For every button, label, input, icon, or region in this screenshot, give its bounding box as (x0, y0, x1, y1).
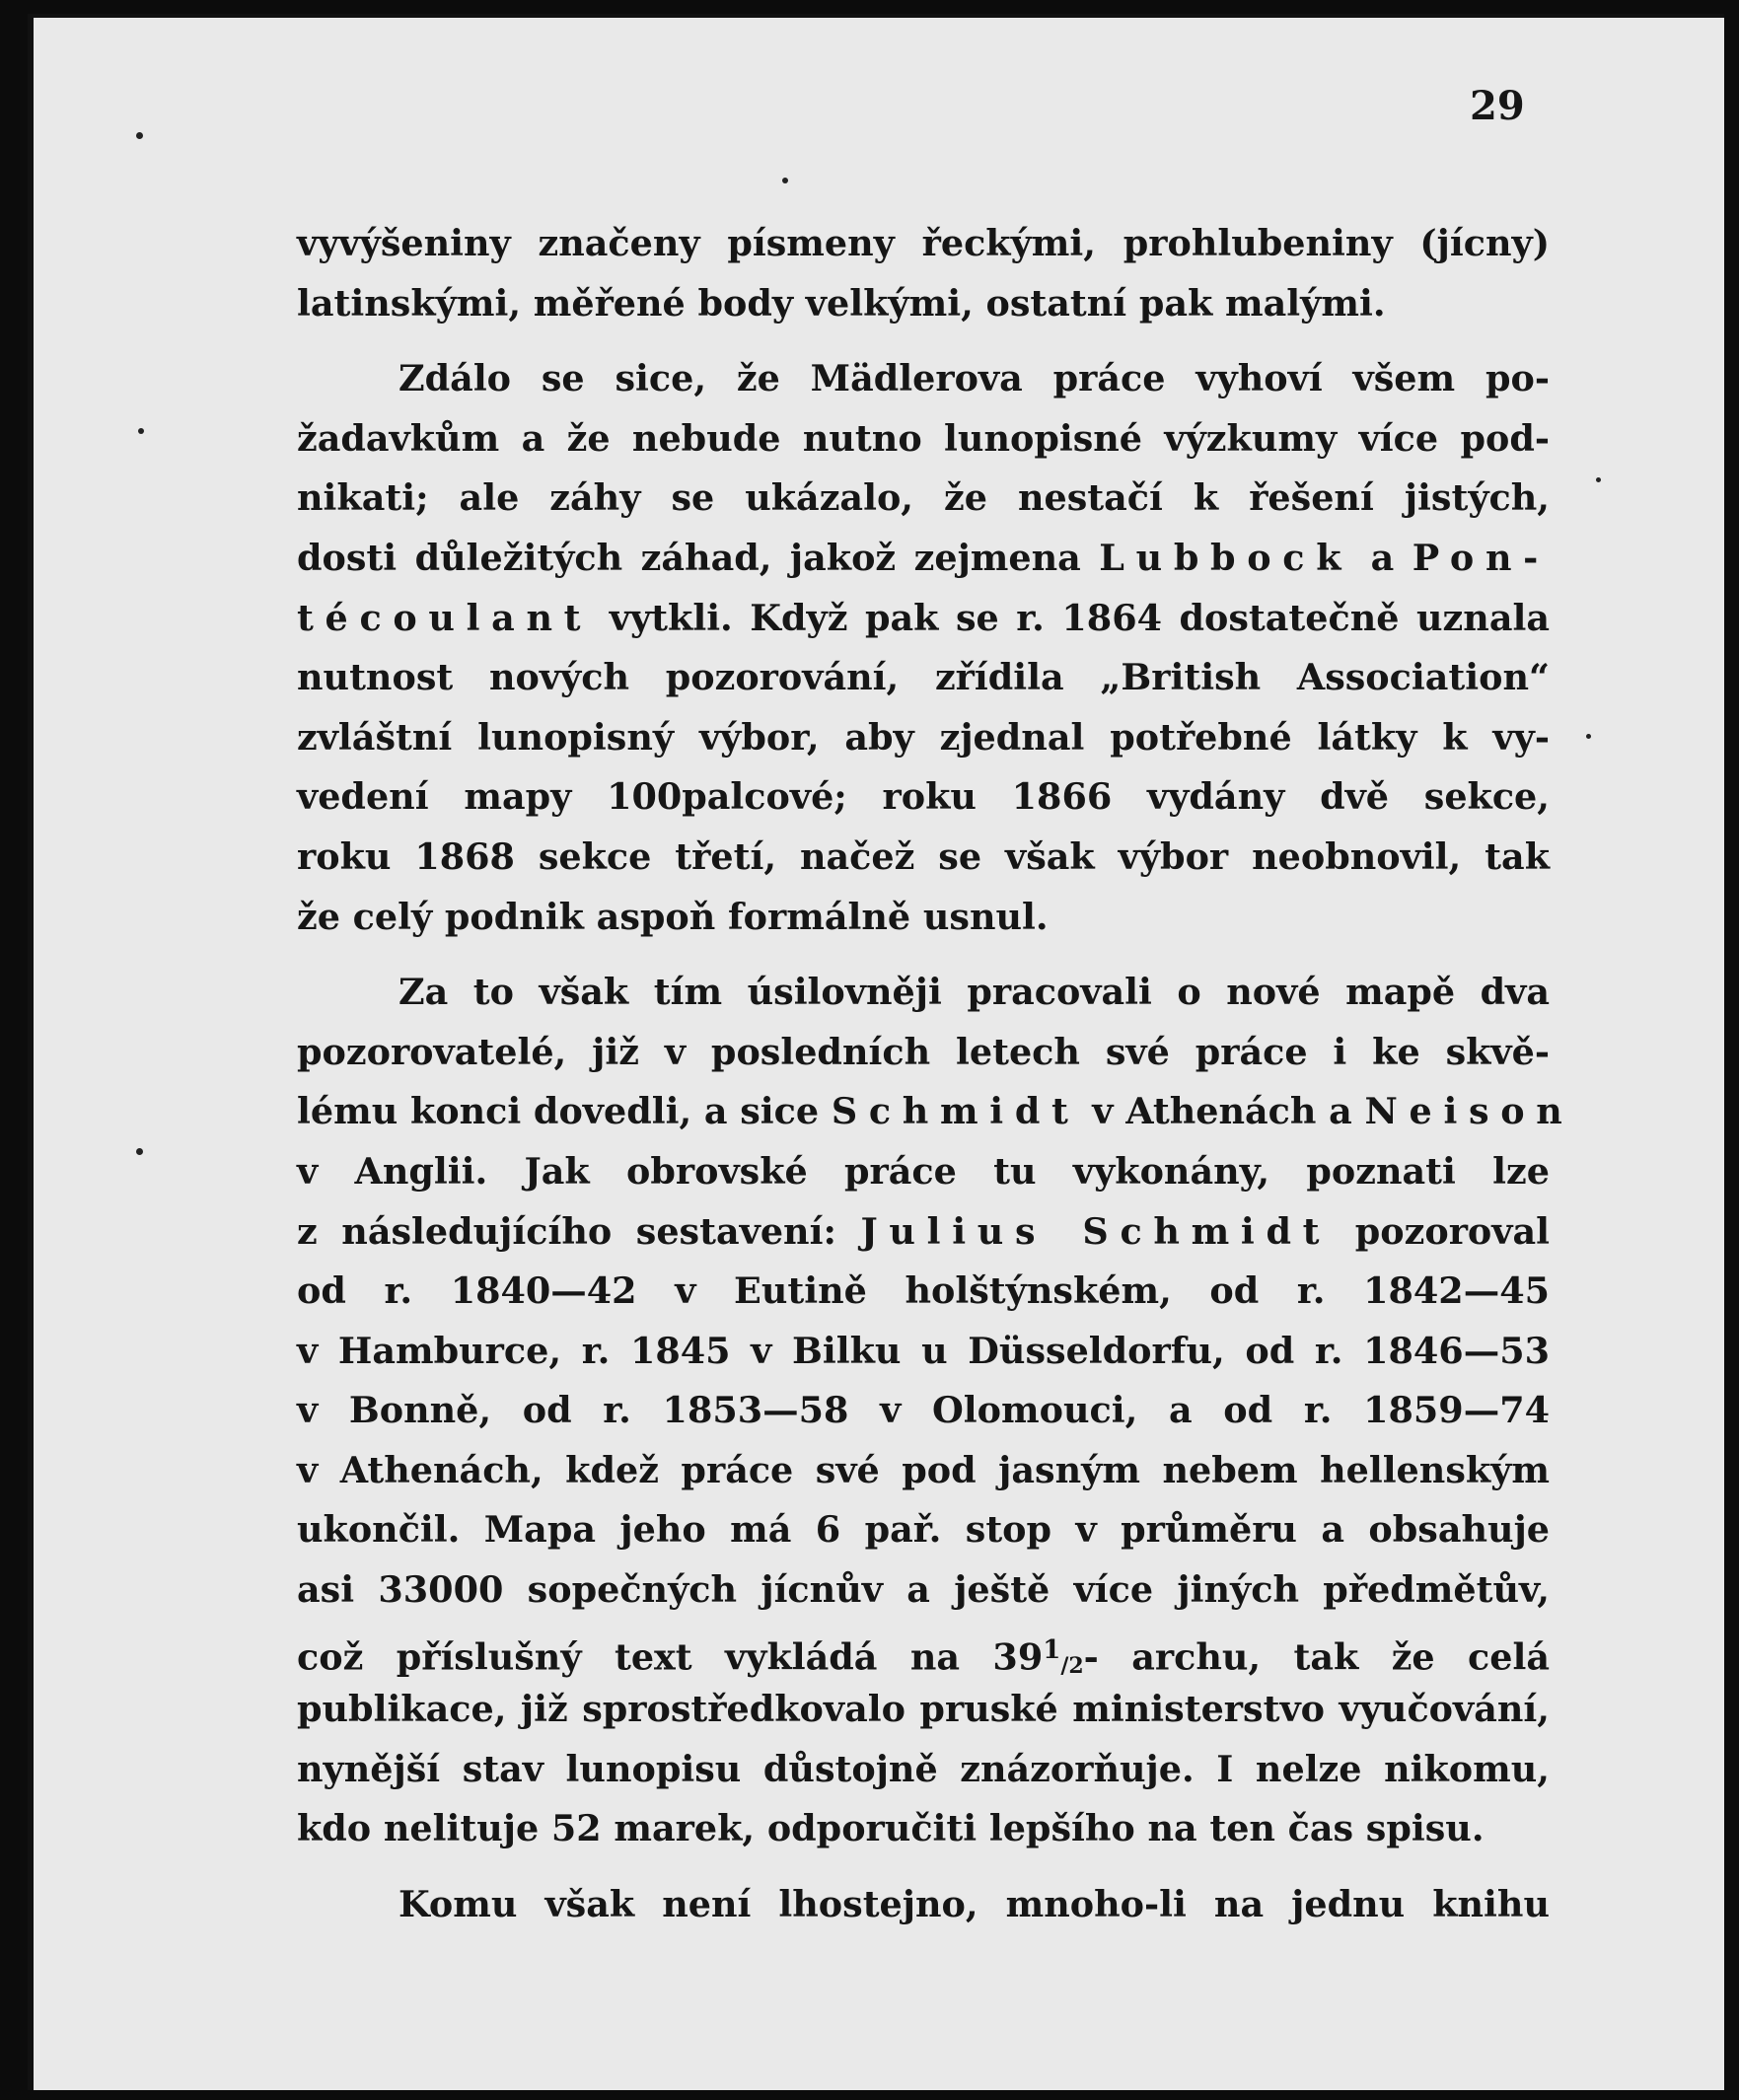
text-run: latinskými, měřené body velkými, ostatní pak malými. (297, 281, 1386, 325)
paragraph-gap (297, 333, 1550, 349)
text-line (297, 1441, 1550, 1501)
text-run: kdo nelituje 52 marek, odporučiti lepšího na ten čas spisu. (297, 1807, 1485, 1850)
text-run: že celý podnik aspoň formálně usnul. (297, 895, 1049, 938)
scan-speck (138, 428, 144, 434)
text-run: ukončil. Mapa jeho má 6 pař. stop v průměru a obsahuje (297, 1508, 1550, 1552)
text-line (297, 767, 1550, 828)
text-run: v Athenách, kdež práce své pod jasným nebem hellenským (297, 1448, 1550, 1491)
text-run: Komu však není lhostejno, mnoho-li na jednu knihu (399, 1883, 1550, 1926)
scan-speck (136, 1148, 143, 1155)
text-run: vytkli. Když pak se r. 1864 dostatečně uznala (592, 596, 1550, 639)
text-line (297, 1202, 1550, 1263)
text-run: roku 1868 sekce třetí, načež se však výbor neobnovil, tak (297, 834, 1550, 878)
text-run: nikati; ale záhy se ukázalo, že nestačí k řešení jistých, (297, 476, 1550, 520)
text-line (297, 349, 1550, 409)
text-run: Zdálo se sice, že Mädlerova práce vyhoví všem po- (399, 357, 1550, 400)
text-line (297, 828, 1550, 888)
text-line (297, 1799, 1550, 1859)
text-line (297, 708, 1550, 768)
page-number: 29 (1470, 83, 1525, 129)
text-line (297, 1875, 1550, 1935)
text-line (297, 214, 1550, 274)
text-run: v Athenách a (1079, 1090, 1365, 1133)
paragraph (297, 1875, 1550, 1935)
text-run: pozoroval (1331, 1209, 1550, 1253)
spaced-name: Lubbock (1099, 536, 1353, 579)
text-run: lému konci dovedli, a sice (297, 1090, 832, 1133)
paragraph (297, 963, 1574, 1859)
text-line (297, 1082, 1574, 1142)
top-edge-shadow (28, 14, 1724, 18)
text-run: vyvýšeniny značeny písmeny řeckými, prohlubeniny (jícny) (297, 222, 1550, 264)
spaced-name: Pon- (1412, 536, 1550, 579)
text-line (297, 1142, 1550, 1202)
text-run: zvláštní lunopisný výbor, aby zjednal potřebné látky k vy- (297, 715, 1550, 759)
book-page (28, 14, 1724, 2090)
paragraph-gap (297, 947, 1550, 963)
text-line (297, 1621, 1550, 1681)
text-run: v Bonně, od r. 1853—58 v Olomouci, a od r. 1859—74 (297, 1389, 1550, 1432)
text-line (297, 1023, 1550, 1083)
text-line (297, 1500, 1550, 1560)
text-run: od r. 1840—42 v Eutině holštýnském, od r. 1842—45 (297, 1269, 1550, 1313)
scan-speck (136, 132, 143, 139)
text-line (297, 589, 1550, 649)
spaced-name: técoulant (297, 596, 593, 639)
spaced-name: Julius Schmidt (860, 1209, 1332, 1253)
text-run: z následujícího sestavení: (297, 1209, 861, 1253)
paragraph-gap (297, 1859, 1550, 1875)
text-run: v Anglii. Jak obrovské práce tu vykonány, poznati lze (297, 1149, 1550, 1193)
text-line (297, 1262, 1550, 1322)
text-line (297, 648, 1550, 708)
text-line (297, 963, 1550, 1023)
scan-speck (1586, 734, 1591, 739)
text-line (297, 469, 1550, 529)
text-run: nutnost nových pozorování, zřídila „British Association“ (297, 656, 1550, 699)
text-run: žadavkům a že nebude nutno lunopisné výzkumy více pod- (297, 416, 1550, 460)
paragraph (297, 349, 1550, 947)
fraction-numerator: 1 (1043, 1634, 1061, 1665)
text-run: v Hamburce, r. 1845 v Bilku u Düsseldorfu, od r. 1846—53 (297, 1329, 1550, 1372)
text-run: publikace, již sprostředkovalo pruské ministerstvo vyučování, (297, 1688, 1550, 1731)
paragraph (297, 214, 1550, 333)
text-run: vedení mapy 100palcové; roku 1866 vydány dvě sekce, (297, 775, 1550, 819)
text-line (297, 1740, 1550, 1800)
text-line (297, 1560, 1550, 1621)
text-line (297, 409, 1550, 470)
text-run: - archu, tak že celá (1083, 1635, 1551, 1679)
scan-speck (782, 178, 788, 183)
fraction-denominator: /2 (1060, 1652, 1084, 1679)
text-run: a (1352, 536, 1413, 579)
text-line (297, 888, 1550, 948)
text-line (297, 274, 1550, 334)
text-run: což příslušný text vykládá na 39 (297, 1635, 1044, 1679)
text-run: pozorovatelé, již v posledních letech své práce i ke skvě- (297, 1030, 1550, 1073)
text-run: asi 33000 sopečných jícnův a ještě více jiných předmětův, (297, 1568, 1550, 1612)
text-line (297, 1680, 1550, 1740)
text-line (297, 1381, 1550, 1441)
spaced-name: Neison (1364, 1090, 1574, 1133)
text-run: nynější stav lunopisu důstojně znázorňuje. I nelze nikomu, (297, 1747, 1550, 1790)
body-text (297, 214, 1574, 1935)
spaced-name: Schmidt (831, 1090, 1080, 1133)
text-line (297, 1322, 1550, 1382)
left-edge-shadow (28, 14, 34, 2090)
text-run: Za to však tím úsilovněji pracovali o nové mapě dva (399, 971, 1550, 1014)
text-run: dosti důležitých záhad, jakož zejmena (297, 536, 1100, 579)
text-line (297, 529, 1550, 589)
scan-speck (1596, 477, 1601, 482)
